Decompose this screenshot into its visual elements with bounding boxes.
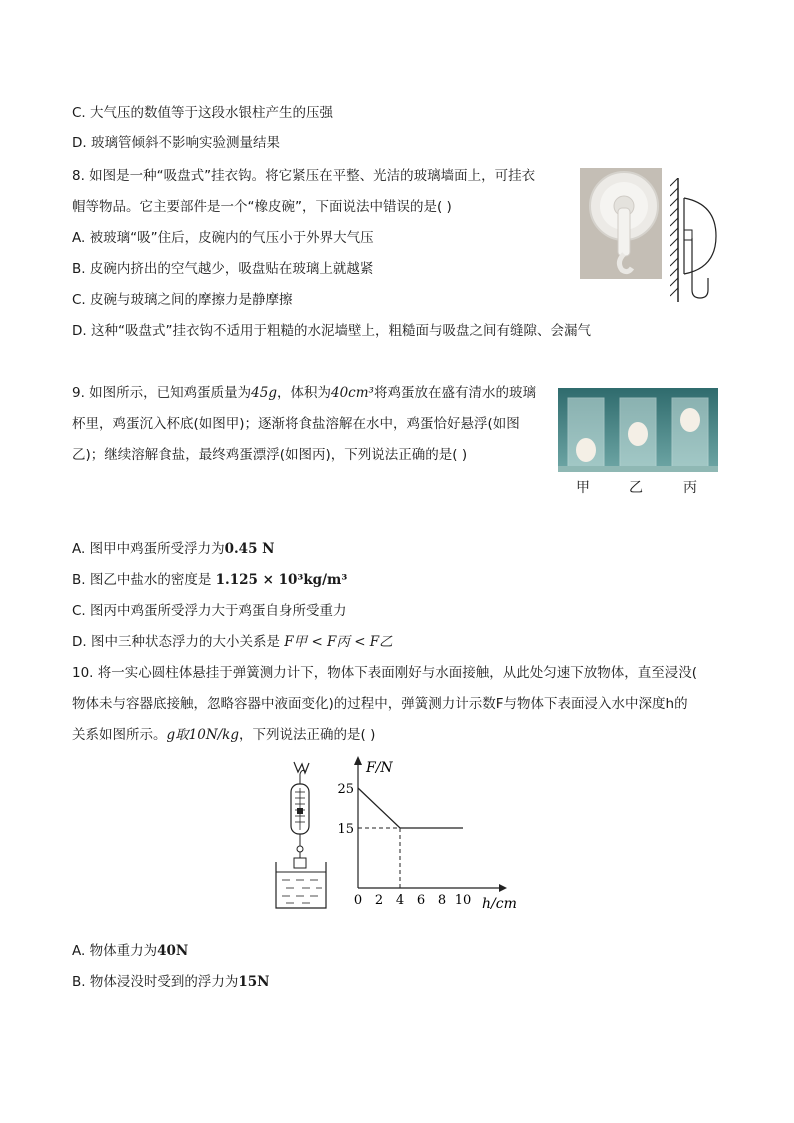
q9-mass: 45g	[251, 385, 277, 401]
x-axis-arrow	[499, 884, 507, 892]
q10-option-a-value: 40N	[157, 943, 189, 959]
q10-stem-text-b: ，下列说法正确的是( )	[239, 727, 376, 743]
q9-volume: 40cm³	[331, 385, 374, 401]
q10-g-value: g取10N/kg	[166, 727, 240, 743]
q9-option-d-text: D. 图中三种状态浮力的大小关系是	[72, 634, 285, 650]
q9-option-c: C. 图丙中鸡蛋所受浮力大于鸡蛋自身所受重力	[72, 603, 347, 619]
label-yi: 乙	[629, 480, 643, 496]
q10-option-a	[72, 941, 188, 961]
q10-stem-line3	[72, 725, 375, 745]
q10-option-b-text: B. 物体浸没时受到的浮力为	[72, 974, 239, 990]
label-bing: 丙	[683, 480, 697, 496]
x-tick-label: 6	[416, 893, 426, 908]
force-depth-chart	[336, 752, 526, 912]
y-tick-label: 25	[337, 782, 354, 797]
q9-stem-text-b: ，体积为	[277, 385, 331, 401]
q8-stem-line2: 帽等物品。它主要部件是一个“橡皮碗”，下面说法中错误的是( )	[72, 199, 452, 215]
q10-stem-line2: 物体未与容器底接触，忽略容器中液面变化)的过程中，弹簧测力计示数F与物体下表面浸入水中深度h的	[72, 696, 688, 712]
suction-hook-photo	[580, 168, 662, 279]
q10-stem-line1: 10. 将一实心圆柱体悬挂于弹簧测力计下，物体下表面刚好与水面接触，从此处匀速下放物体，直至浸没(	[72, 665, 698, 681]
x-axis-label: h/cm	[482, 896, 517, 912]
q9-stem-line3: 乙)；继续溶解食盐，最终鸡蛋漂浮(如图丙)，下列说法正确的是( )	[72, 447, 468, 463]
x-tick-label: 0	[353, 893, 363, 908]
q9-stem-line1	[72, 383, 536, 403]
x-tick-label: 4	[395, 893, 405, 908]
x-tick-label: 2	[374, 893, 384, 908]
q9-option-a-value: 0.45 N	[224, 541, 275, 557]
y-axis-label: F/N	[366, 760, 393, 776]
x-tick-label: 8	[437, 893, 447, 908]
q9-option-b-value: 1.125 × 10³kg/m³	[215, 572, 348, 588]
q9-stem-text-c: 将鸡蛋放在盛有清水的玻璃	[373, 385, 536, 401]
q9-option-d	[72, 632, 393, 652]
x-tick-label: 10	[454, 893, 472, 908]
y-axis-arrow	[354, 756, 362, 765]
series-line	[358, 788, 463, 828]
q10-option-b-value: 15N	[238, 974, 270, 990]
q8-option-a: A. 被玻璃“吸”住后，皮碗内的气压小于外界大气压	[72, 230, 374, 246]
q10-option-b	[72, 972, 269, 992]
q9-option-a	[72, 539, 275, 559]
q8-option-c: C. 皮碗与玻璃之间的摩擦力是静摩擦	[72, 292, 293, 308]
y-tick-label: 15	[337, 822, 354, 837]
label-jia: 甲	[576, 480, 590, 496]
suction-hook-side-diagram	[670, 178, 722, 302]
q8-option-d: D. 这种“吸盘式”挂衣钩不适用于粗糙的水泥墙壁上，粗糙面与吸盘之间有缝隙、会漏气	[72, 323, 591, 339]
q7-option-c: C. 大气压的数值等于这段水银柱产生的压强	[72, 105, 334, 121]
q9-stem-line2: 杯里，鸡蛋沉入杯底(如图甲)；逐渐将食盐溶解在水中，鸡蛋恰好悬浮(如图	[72, 416, 520, 432]
q9-option-a-text: A. 图甲中鸡蛋所受浮力为	[72, 541, 225, 557]
q9-option-b	[72, 570, 347, 590]
q9-option-d-value: F甲 < F丙 < F乙	[284, 634, 393, 650]
q10-option-a-text: A. 物体重力为	[72, 943, 158, 959]
q9-option-b-text: B. 图乙中盐水的密度是	[72, 572, 216, 588]
q7-option-d: D. 玻璃管倾斜不影响实验测量结果	[72, 135, 280, 151]
q8-option-b: B. 皮碗内挤出的空气越少，吸盘贴在玻璃上就越紧	[72, 261, 374, 277]
q10-stem-text-a: 关系如图所示。	[72, 727, 167, 743]
q8-stem-line1: 8. 如图是一种“吸盘式”挂衣钩。将它紧压在平整、光洁的玻璃墙面上，可挂衣	[72, 168, 536, 184]
spring-scale-diagram	[272, 758, 334, 910]
egg-beakers-photo	[558, 388, 718, 472]
q9-stem-text-a: 9. 如图所示，已知鸡蛋质量为	[72, 385, 252, 401]
